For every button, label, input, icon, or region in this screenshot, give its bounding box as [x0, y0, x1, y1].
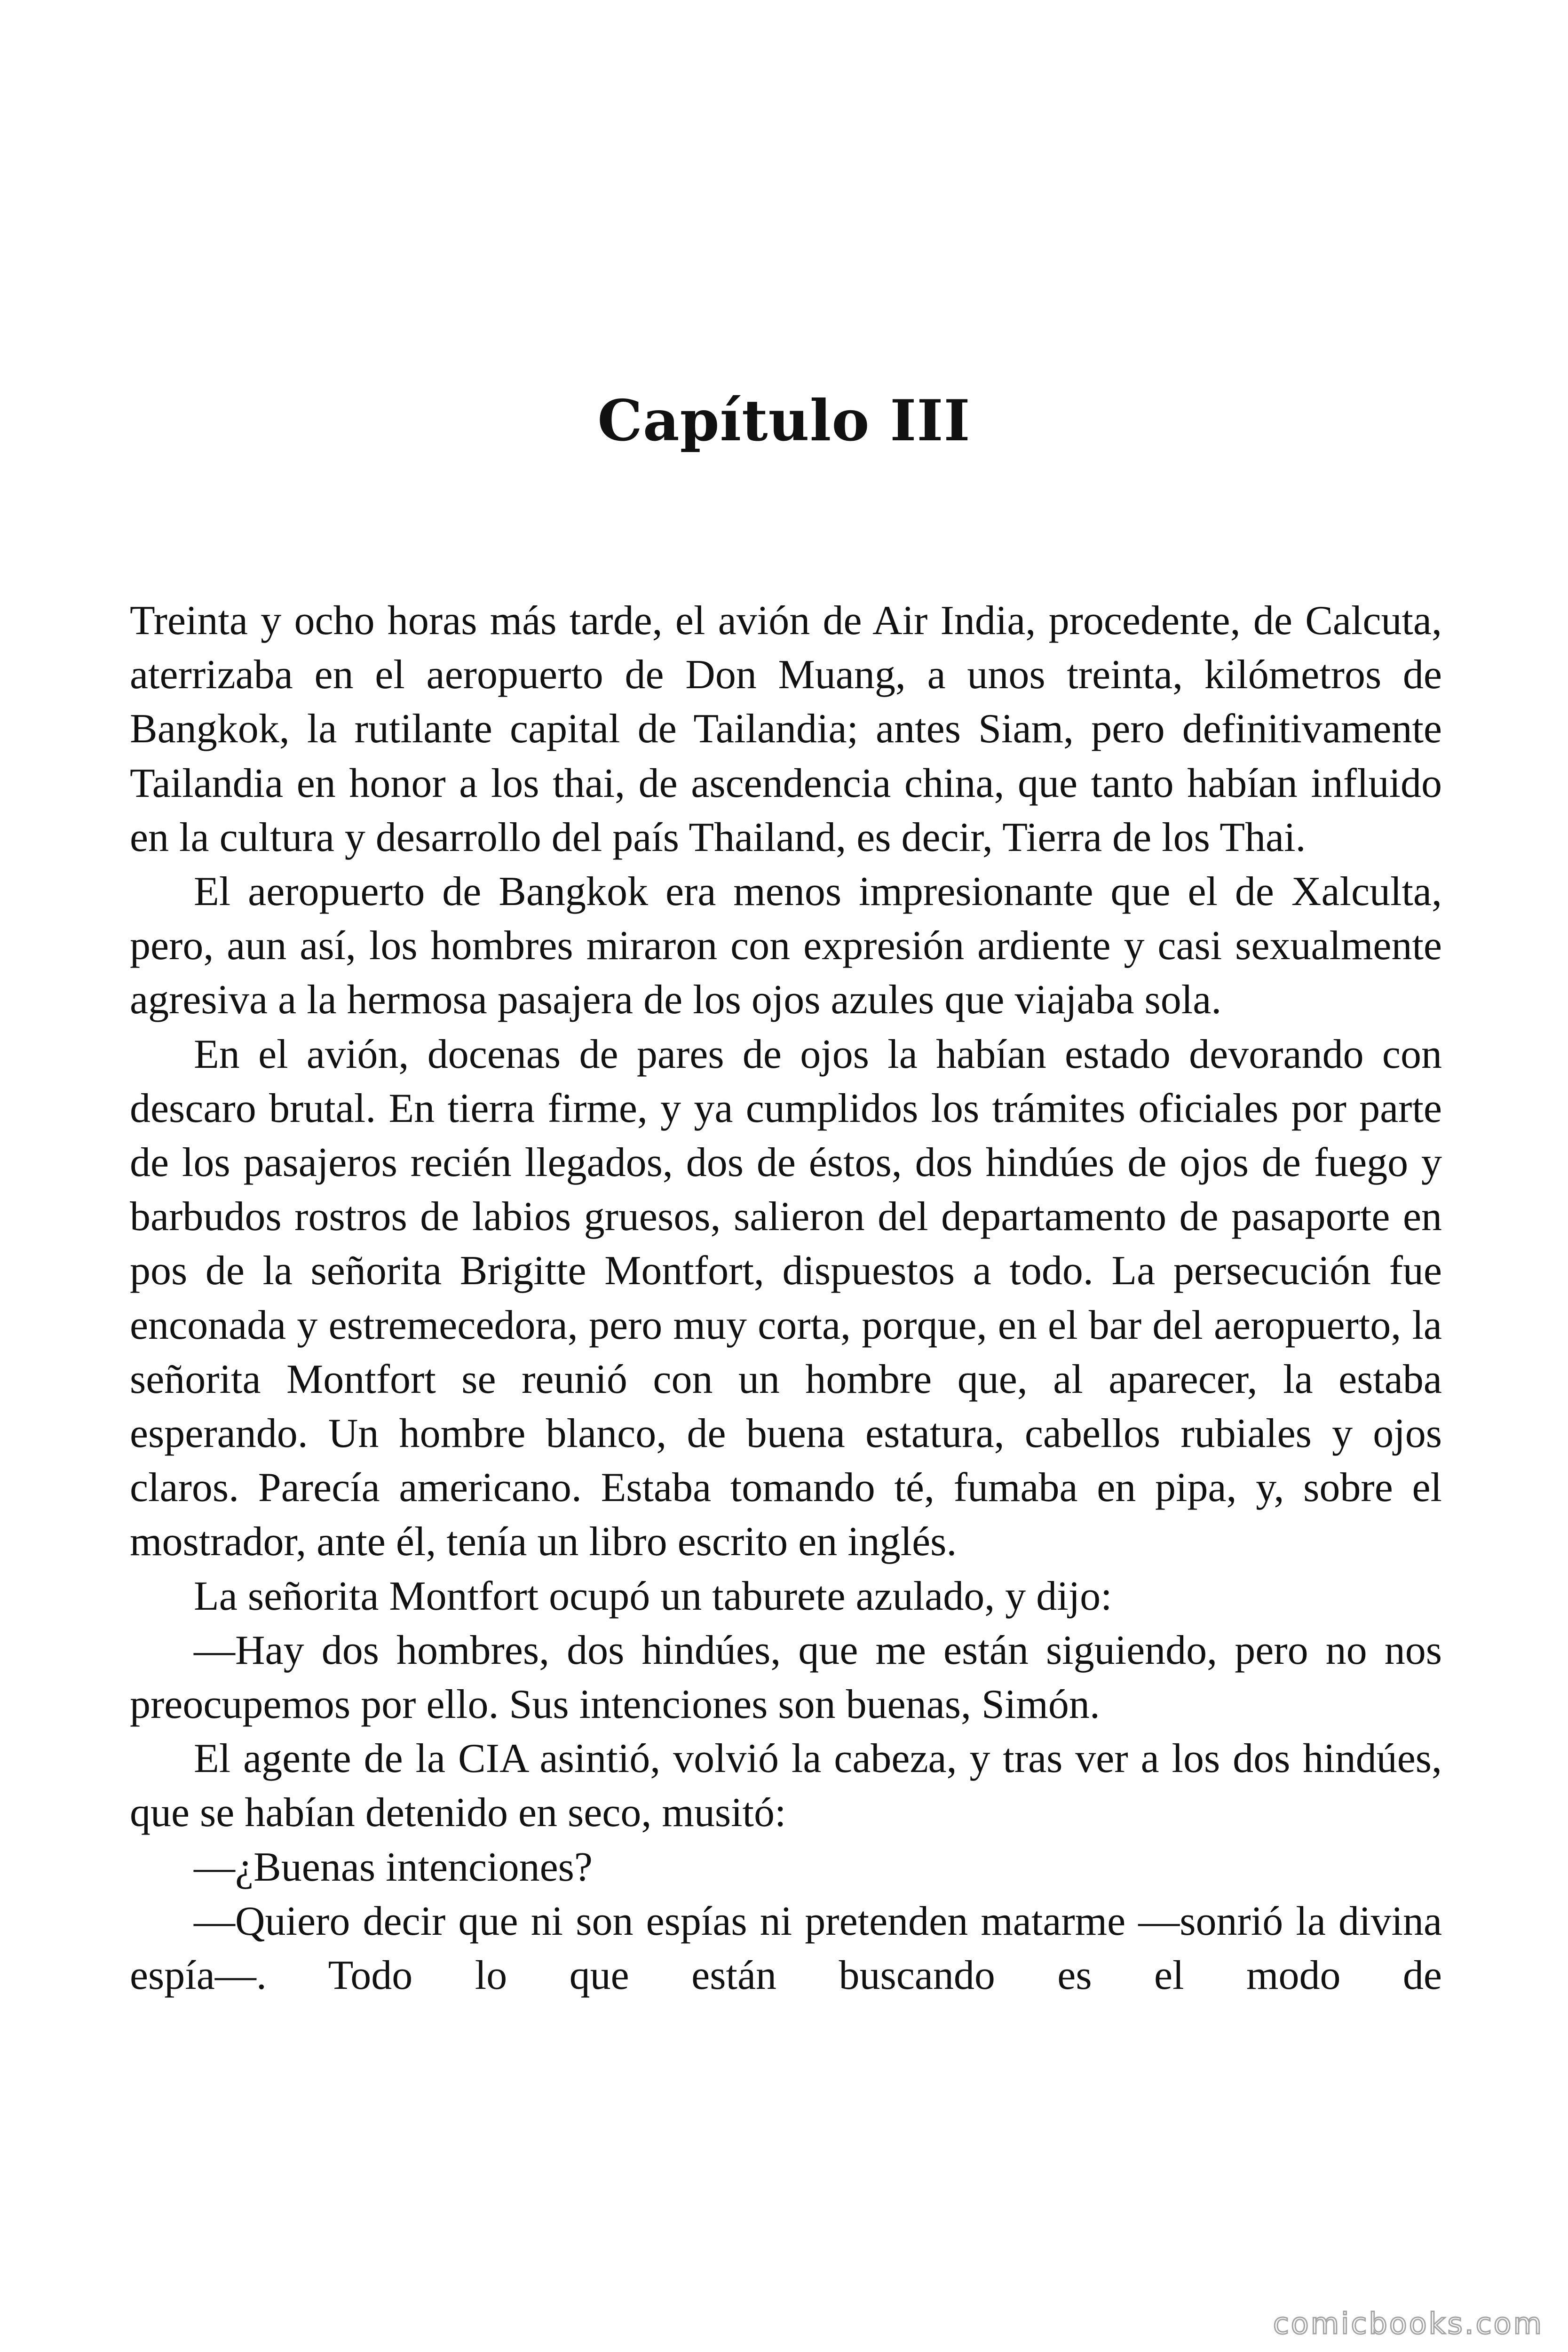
- paragraph-5: —Hay dos hombres, dos hindúes, que me están siguiendo, pero no nos preocupemos por ello. Sus intenciones son buenas, Simón.: [130, 1627, 1442, 1728]
- watermark-text: comicbooks.com: [1273, 2306, 1544, 2341]
- paragraph-4: La señorita Montfort ocupó un taburete azulado, y dijo:: [194, 1573, 1112, 1619]
- chapter-title: Capítulo III: [597, 388, 971, 454]
- paragraph-8: —Quiero decir que ni son espías ni pretenden matarme —sonrió la divina espía—. Todo lo que están buscando es el modo de: [130, 1898, 1442, 1999]
- paragraph-7: —¿Buenas intenciones?: [194, 1844, 593, 1890]
- paragraph-3: En el avión, docenas de pares de ojos la habían estado devorando con descaro brutal. En tierra firme, y ya cumplidos los trámites oficiales por parte de los pasajeros recién llegados, dos de éstos, dos hindúes de ojos de fuego y barbudos rostros de labios gruesos, salieron del departamento de pasaporte en pos de la señorita Brigitte Montfort, dispuestos a todo. La persecución fue enconada y estremecedora, pero muy corta, porque, en el bar del aeropuerto, la señorita Montfort se reunió con un hombre que, al aparecer, la estaba esperando. Un hombre blanco, de buena estatura, cabellos rubiales y ojos claros. Parecía americano. Estaba tomando té, fumaba en pipa, y, sobre el mostrador, ante él, tenía un libro escrito en inglés.: [130, 1031, 1442, 1565]
- chapter-body: [130, 594, 1442, 2002]
- paragraph-1: Treinta y ocho horas más tarde, el avión de Air India, procedente, de Calcuta, aterrizaba en el aeropuerto de Don Muang, a unos treinta, kilómetros de Bangkok, la rutilante capital de Tailandia; antes Siam, pero definitivamente Tailandia en honor a los thai, de ascendencia china, que tanto habían influido en la cultura y desarrollo del país Thailand, es decir, Tierra de los Thai.: [130, 598, 1442, 860]
- paragraph-6: El agente de la CIA asintió, volvió la cabeza, y tras ver a los dos hindúes, que se habían detenido en seco, musitó:: [130, 1736, 1442, 1836]
- paragraph-2: El aeropuerto de Bangkok era menos impresionante que el de Xalcultа, pero, aun así, los hombres miraron con expresión ardiente y casi sexualmente agresiva a la hermosa pasajera de los ojos azules que viajaba sola.: [130, 869, 1442, 1023]
